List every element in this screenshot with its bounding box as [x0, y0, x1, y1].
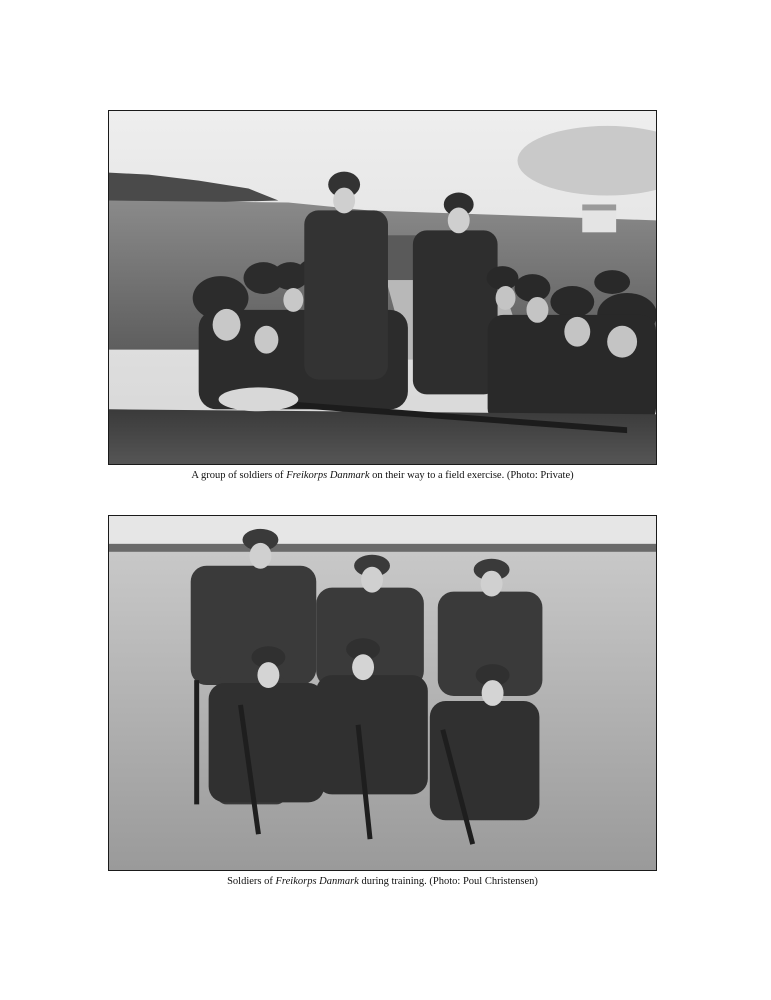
photo-caption [108, 469, 657, 482]
caption-text: during training. (Photo: Poul Christensen) [358, 876, 538, 887]
caption-text: A group of soldiers of [191, 470, 287, 481]
photo-caption [108, 875, 657, 888]
photo-1-image [109, 111, 656, 464]
photo-soldiers-in-field [108, 515, 657, 871]
caption-italic-name: Freikorps Danmark [286, 470, 370, 481]
caption-text: Soldiers of [227, 876, 276, 887]
caption-italic-name: Freikorps Danmark [275, 876, 359, 887]
caption-text: on their way to a field exercise. (Photo: Private) [369, 470, 574, 481]
photo-2-image [109, 516, 656, 870]
photo-soldiers-on-vehicle [108, 110, 657, 465]
